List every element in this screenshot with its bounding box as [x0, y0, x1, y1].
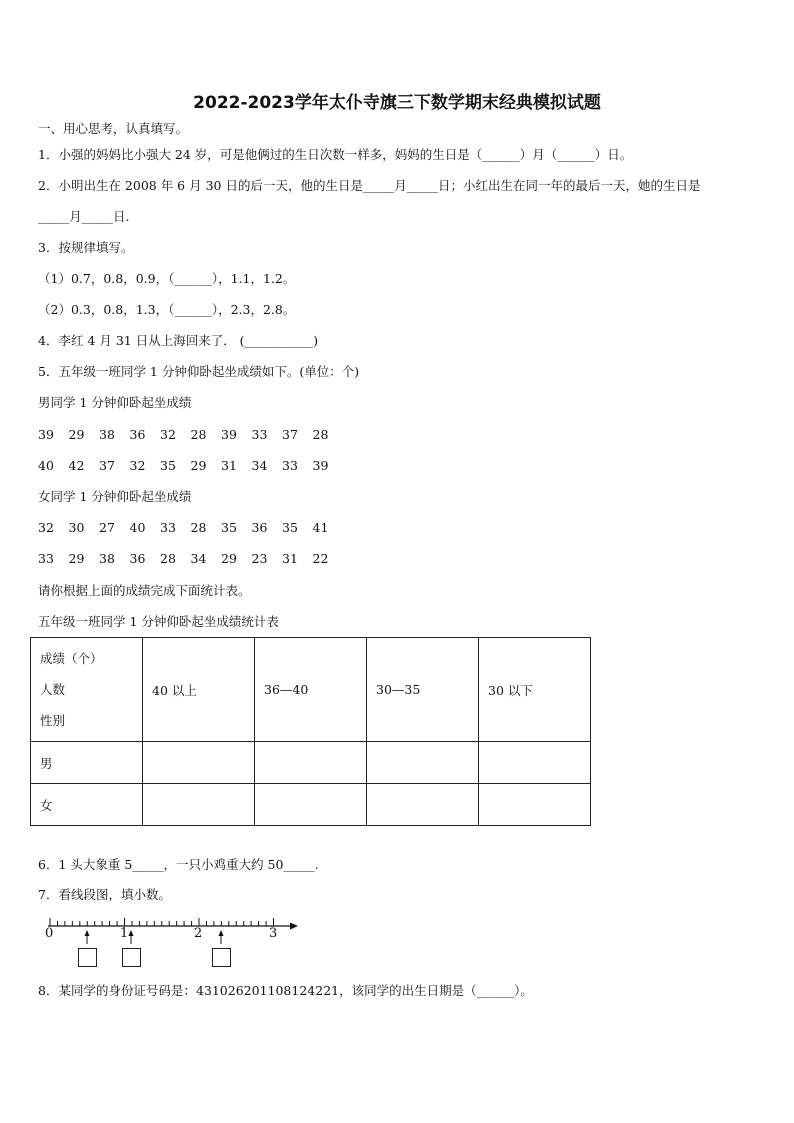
- score: 34: [251, 458, 268, 473]
- score: 31: [282, 551, 298, 566]
- table-row: [31, 742, 591, 784]
- pointer-arrowhead: [129, 930, 134, 936]
- tick-label: 2: [194, 926, 203, 941]
- question-5: 5．五年级一班同学 1 分钟仰卧起坐成绩如下。(单位：个): [38, 364, 360, 379]
- table-row: [31, 784, 591, 826]
- answer-cell[interactable]: [255, 784, 367, 826]
- score: 32: [129, 458, 146, 473]
- girls-scores-row-1: [38, 520, 343, 536]
- pointer-arrowhead: [219, 930, 224, 936]
- score: 29: [68, 427, 85, 442]
- score: 39: [38, 427, 54, 442]
- pointer-arrowhead: [85, 930, 90, 936]
- question-8: 8．某同学的身份证号码是：431026201108124221，该同学的出生日期是（______）。: [38, 983, 533, 998]
- score: 37: [99, 458, 115, 473]
- score: 28: [190, 427, 207, 442]
- score: 40: [38, 458, 54, 473]
- number-line-arrow: [290, 923, 298, 930]
- score: 28: [190, 520, 207, 535]
- score: 32: [38, 520, 54, 535]
- score: 29: [68, 551, 85, 566]
- score: 33: [251, 427, 268, 442]
- column-header: 30 以下: [479, 638, 591, 742]
- number-line: [44, 914, 304, 974]
- tick-label: 0: [45, 926, 54, 941]
- score: 29: [221, 551, 237, 566]
- tick-label: 3: [269, 926, 278, 941]
- statistics-table: [30, 637, 591, 826]
- score: 31: [221, 458, 237, 473]
- answer-cell[interactable]: [479, 784, 591, 826]
- score: 40: [129, 520, 146, 535]
- answer-cell[interactable]: [367, 784, 479, 826]
- score: 29: [190, 458, 207, 473]
- score: 32: [160, 427, 176, 442]
- table-header-row: [31, 638, 591, 742]
- score: 33: [160, 520, 176, 535]
- answer-box[interactable]: [78, 948, 97, 967]
- score: 28: [312, 427, 329, 442]
- corner-label-gender: 性别: [40, 713, 66, 728]
- score: 39: [312, 458, 329, 473]
- row-label-boys: 男: [31, 742, 143, 784]
- column-header: 30—35: [367, 638, 479, 742]
- answer-cell[interactable]: [479, 742, 591, 784]
- score: 27: [99, 520, 115, 535]
- answer-cell[interactable]: [255, 742, 367, 784]
- score: 34: [190, 551, 207, 566]
- answer-cell[interactable]: [143, 742, 255, 784]
- score: 39: [221, 427, 237, 442]
- score: 33: [282, 458, 298, 473]
- question-3-2: （2）0.3，0.8，1.3，（______），2.3，2.8。: [38, 302, 296, 317]
- score: 28: [160, 551, 176, 566]
- score: 38: [99, 427, 115, 442]
- instruction: 请你根据上面的成绩完成下面统计表。: [38, 583, 251, 598]
- corner-cell: [31, 638, 143, 742]
- column-header: 40 以上: [143, 638, 255, 742]
- score: 37: [282, 427, 298, 442]
- score: 38: [99, 551, 115, 566]
- answer-cell[interactable]: [143, 784, 255, 826]
- tick-label: 1: [120, 926, 129, 941]
- number-line-ticks: [50, 918, 274, 926]
- boys-heading: 男同学 1 分钟仰卧起坐成绩: [38, 395, 192, 410]
- corner-label-score: 成绩（个）: [40, 651, 103, 666]
- score: 36: [129, 427, 146, 442]
- question-2-line-1: 2．小明出生在 2008 年 6 月 30 日的后一天，他的生日是_____月_____日；小红出生在同一年的最后一天，她的生日是: [38, 178, 701, 193]
- score: 35: [221, 520, 237, 535]
- girls-heading: 女同学 1 分钟仰卧起坐成绩: [38, 489, 192, 504]
- score: 22: [312, 551, 329, 566]
- table-caption: 五年级一班同学 1 分钟仰卧起坐成绩统计表: [38, 614, 279, 629]
- answer-box[interactable]: [212, 948, 231, 967]
- score: 36: [129, 551, 146, 566]
- score: 33: [38, 551, 54, 566]
- score: 35: [282, 520, 298, 535]
- question-4: 4．李红 4 月 31 日从上海回来了． (___________): [38, 333, 319, 348]
- girls-scores-row-2: [38, 551, 343, 567]
- question-3: 3．按规律填写。: [38, 240, 134, 255]
- score: 23: [251, 551, 268, 566]
- column-header: 36—40: [255, 638, 367, 742]
- score: 42: [68, 458, 85, 473]
- score: 35: [160, 458, 176, 473]
- question-7: 7．看线段图，填小数。: [38, 887, 171, 902]
- corner-label-count: 人数: [40, 682, 66, 697]
- row-label-girls: 女: [31, 784, 143, 826]
- score: 41: [312, 520, 329, 535]
- page-title: 2022-2023学年太仆寺旗三下数学期末经典模拟试题: [193, 93, 601, 113]
- question-2-line-2: _____月_____日.: [38, 209, 130, 224]
- score: 36: [251, 520, 268, 535]
- boys-scores-row-1: [38, 427, 343, 443]
- question-6: 6．1 头大象重 5_____，一只小鸡重大约 50_____.: [38, 857, 319, 872]
- boys-scores-row-2: [38, 458, 343, 474]
- answer-box[interactable]: [122, 948, 141, 967]
- answer-cell[interactable]: [367, 742, 479, 784]
- question-1: 1．小强的妈妈比小强大 24 岁，可是他俩过的生日次数一样多，妈妈的生日是（______）月（______）日。: [38, 147, 633, 162]
- section-heading: 一、用心思考，认真填写。: [38, 121, 189, 136]
- score: 30: [68, 520, 85, 535]
- question-3-1: （1）0.7，0.8，0.9，（______），1.1，1.2。: [38, 271, 296, 286]
